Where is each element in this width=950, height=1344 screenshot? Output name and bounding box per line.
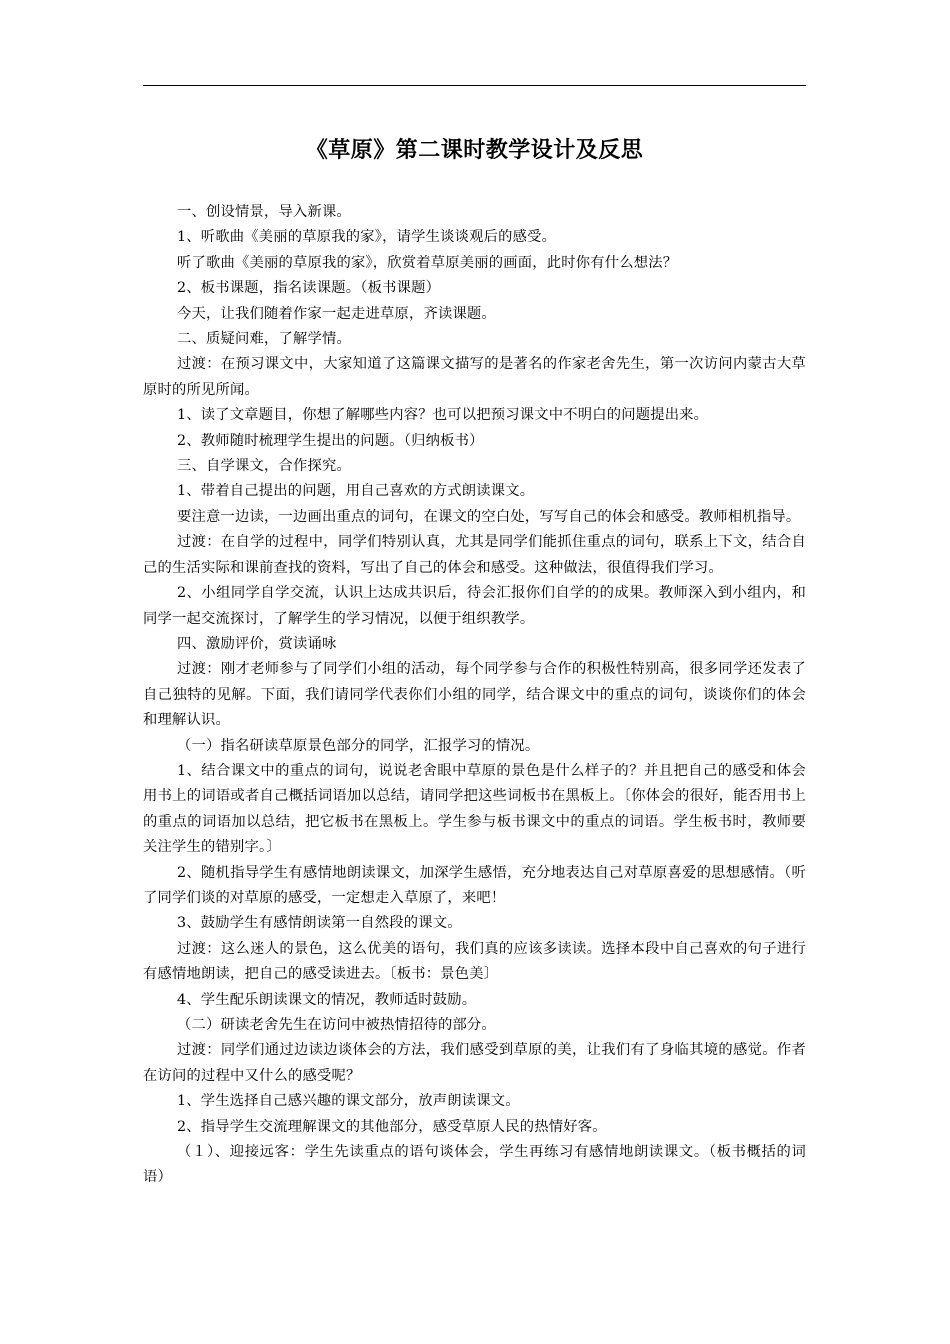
paragraph: 1、听歌曲《美丽的草原我的家》，请学生谈谈观后的感受。: [177, 229, 557, 246]
paragraph: 过渡：刚才老师参与了同学们小组的活动，每个同学参与合作的积极性特别高，很多同学还发表了自己独特的见解。下面，我们请同学代表你们小组的同学，结合课文中的重点的词句，谈谈你们的体会和理解认识。: [143, 661, 806, 729]
paragraph: 今天，让我们随着作家一起走进草原，齐读课题。: [177, 305, 496, 322]
paragraph: 过渡：这么迷人的景色，这么优美的语句，我们真的应该多读读。选择本段中自己喜欢的句子进行有感情地朗读，把自己的感受读进去。〔板书：景色美〕: [143, 940, 806, 983]
paragraph: 1、结合课文中的重点的词句，说说老舍眼中草原的景色是什么样子的？并且把自己的感受和体会用书上的词语或者自己概括词语加以总结，请同学把这些词板书在黑板上。〔你体会的很好，能否用书上的重点的词语加以总结，把它板书在黑板上。学生参与板书课文中的重点的词语。学生板书时，教师要关注学生的错别字。〕: [143, 762, 806, 856]
paragraph: 3、鼓励学生有感情朗读第一自然段的课文。: [177, 915, 462, 932]
document-body: [143, 200, 806, 1191]
paragraph: 三、自学课文，合作探究。: [177, 458, 351, 475]
paragraph: 过渡：同学们通过边读边谈体会的方法，我们感受到草原的美，让我们有了身临其境的感觉。作者在访问的过程中又什么的感受呢？: [143, 1042, 806, 1084]
paragraph: （二）研读老舍先生在访问中被热情招待的部分。: [177, 1017, 496, 1033]
header-rule: [143, 85, 806, 86]
paragraph: 过渡：在自学的过程中，同学们特别认真，尤其是同学们能抓住重点的词句，联系上下文，结合自己的生活实际和课前查找的资料，写出了自己的体会和感受。这种做法，很值得我们学习。: [143, 534, 806, 576]
paragraph: 过渡：在预习课文中，大家知道了这篇课文描写的是著名的作家老舍先生，第一次访问内蒙古大草原时的所见所闻。: [143, 356, 806, 398]
paragraph: 四、激励评价，赏读诵咏: [177, 635, 337, 652]
paragraph: 要注意一边读，一边画出重点的词句，在课文的空白处，写写自己的体会和感受。教师相机指导。: [177, 508, 801, 525]
paragraph: 2、小组同学自学交流，认识上达成共识后，待会汇报你们自学的的成果。教师深入到小组内，和同学一起交流探讨，了解学生的学习情况，以便于组织教学。: [143, 585, 806, 627]
paragraph: 2、板书课题，指名读课题。（板书课题）: [177, 280, 441, 297]
paragraph: 一、创设情景，导入新课。: [177, 204, 351, 220]
document-title: 《草原》第二课时教学设计及反思: [305, 137, 644, 163]
paragraph: （１）、迎接远客：学生先读重点的语句谈体会，学生再练习有感情地朗读课文。（板书概括的词语）: [143, 1144, 806, 1186]
paragraph: 2、随机指导学生有感情地朗读课文，加深学生感悟，充分地表达自己对草原喜爱的思想感情。（听了同学们谈的对草原的感受，一定想走入草原了，来吧！: [143, 864, 806, 906]
paragraph: 1、读了文章题目，你想了解哪些内容？也可以把预习课文中不明白的问题提出来。: [177, 407, 709, 424]
paragraph: （一）指名研读草原景色部分的同学，汇报学习的情况。: [177, 737, 540, 754]
paragraph: 1、学生选择自己感兴趣的课文部分，放声朗读课文。: [177, 1093, 520, 1110]
paragraph: 4、学生配乐朗读课文的情况，教师适时鼓励。: [177, 991, 477, 1008]
paragraph: 二、质疑问难，了解学情。: [177, 331, 351, 348]
paragraph: 听了歌曲《美丽的草原我的家》，欣赏着草原美丽的画面，此时你有什么想法？: [177, 254, 678, 271]
paragraph: 2、教师随时梳理学生提出的问题。（归纳板书）: [177, 432, 484, 449]
paragraph: 2、指导学生交流理解课文的其他部分，感受草原人民的热情好客。: [177, 1118, 607, 1135]
paragraph: 1、带着自己提出的问题，用自己喜欢的方式朗读课文。: [177, 483, 535, 500]
